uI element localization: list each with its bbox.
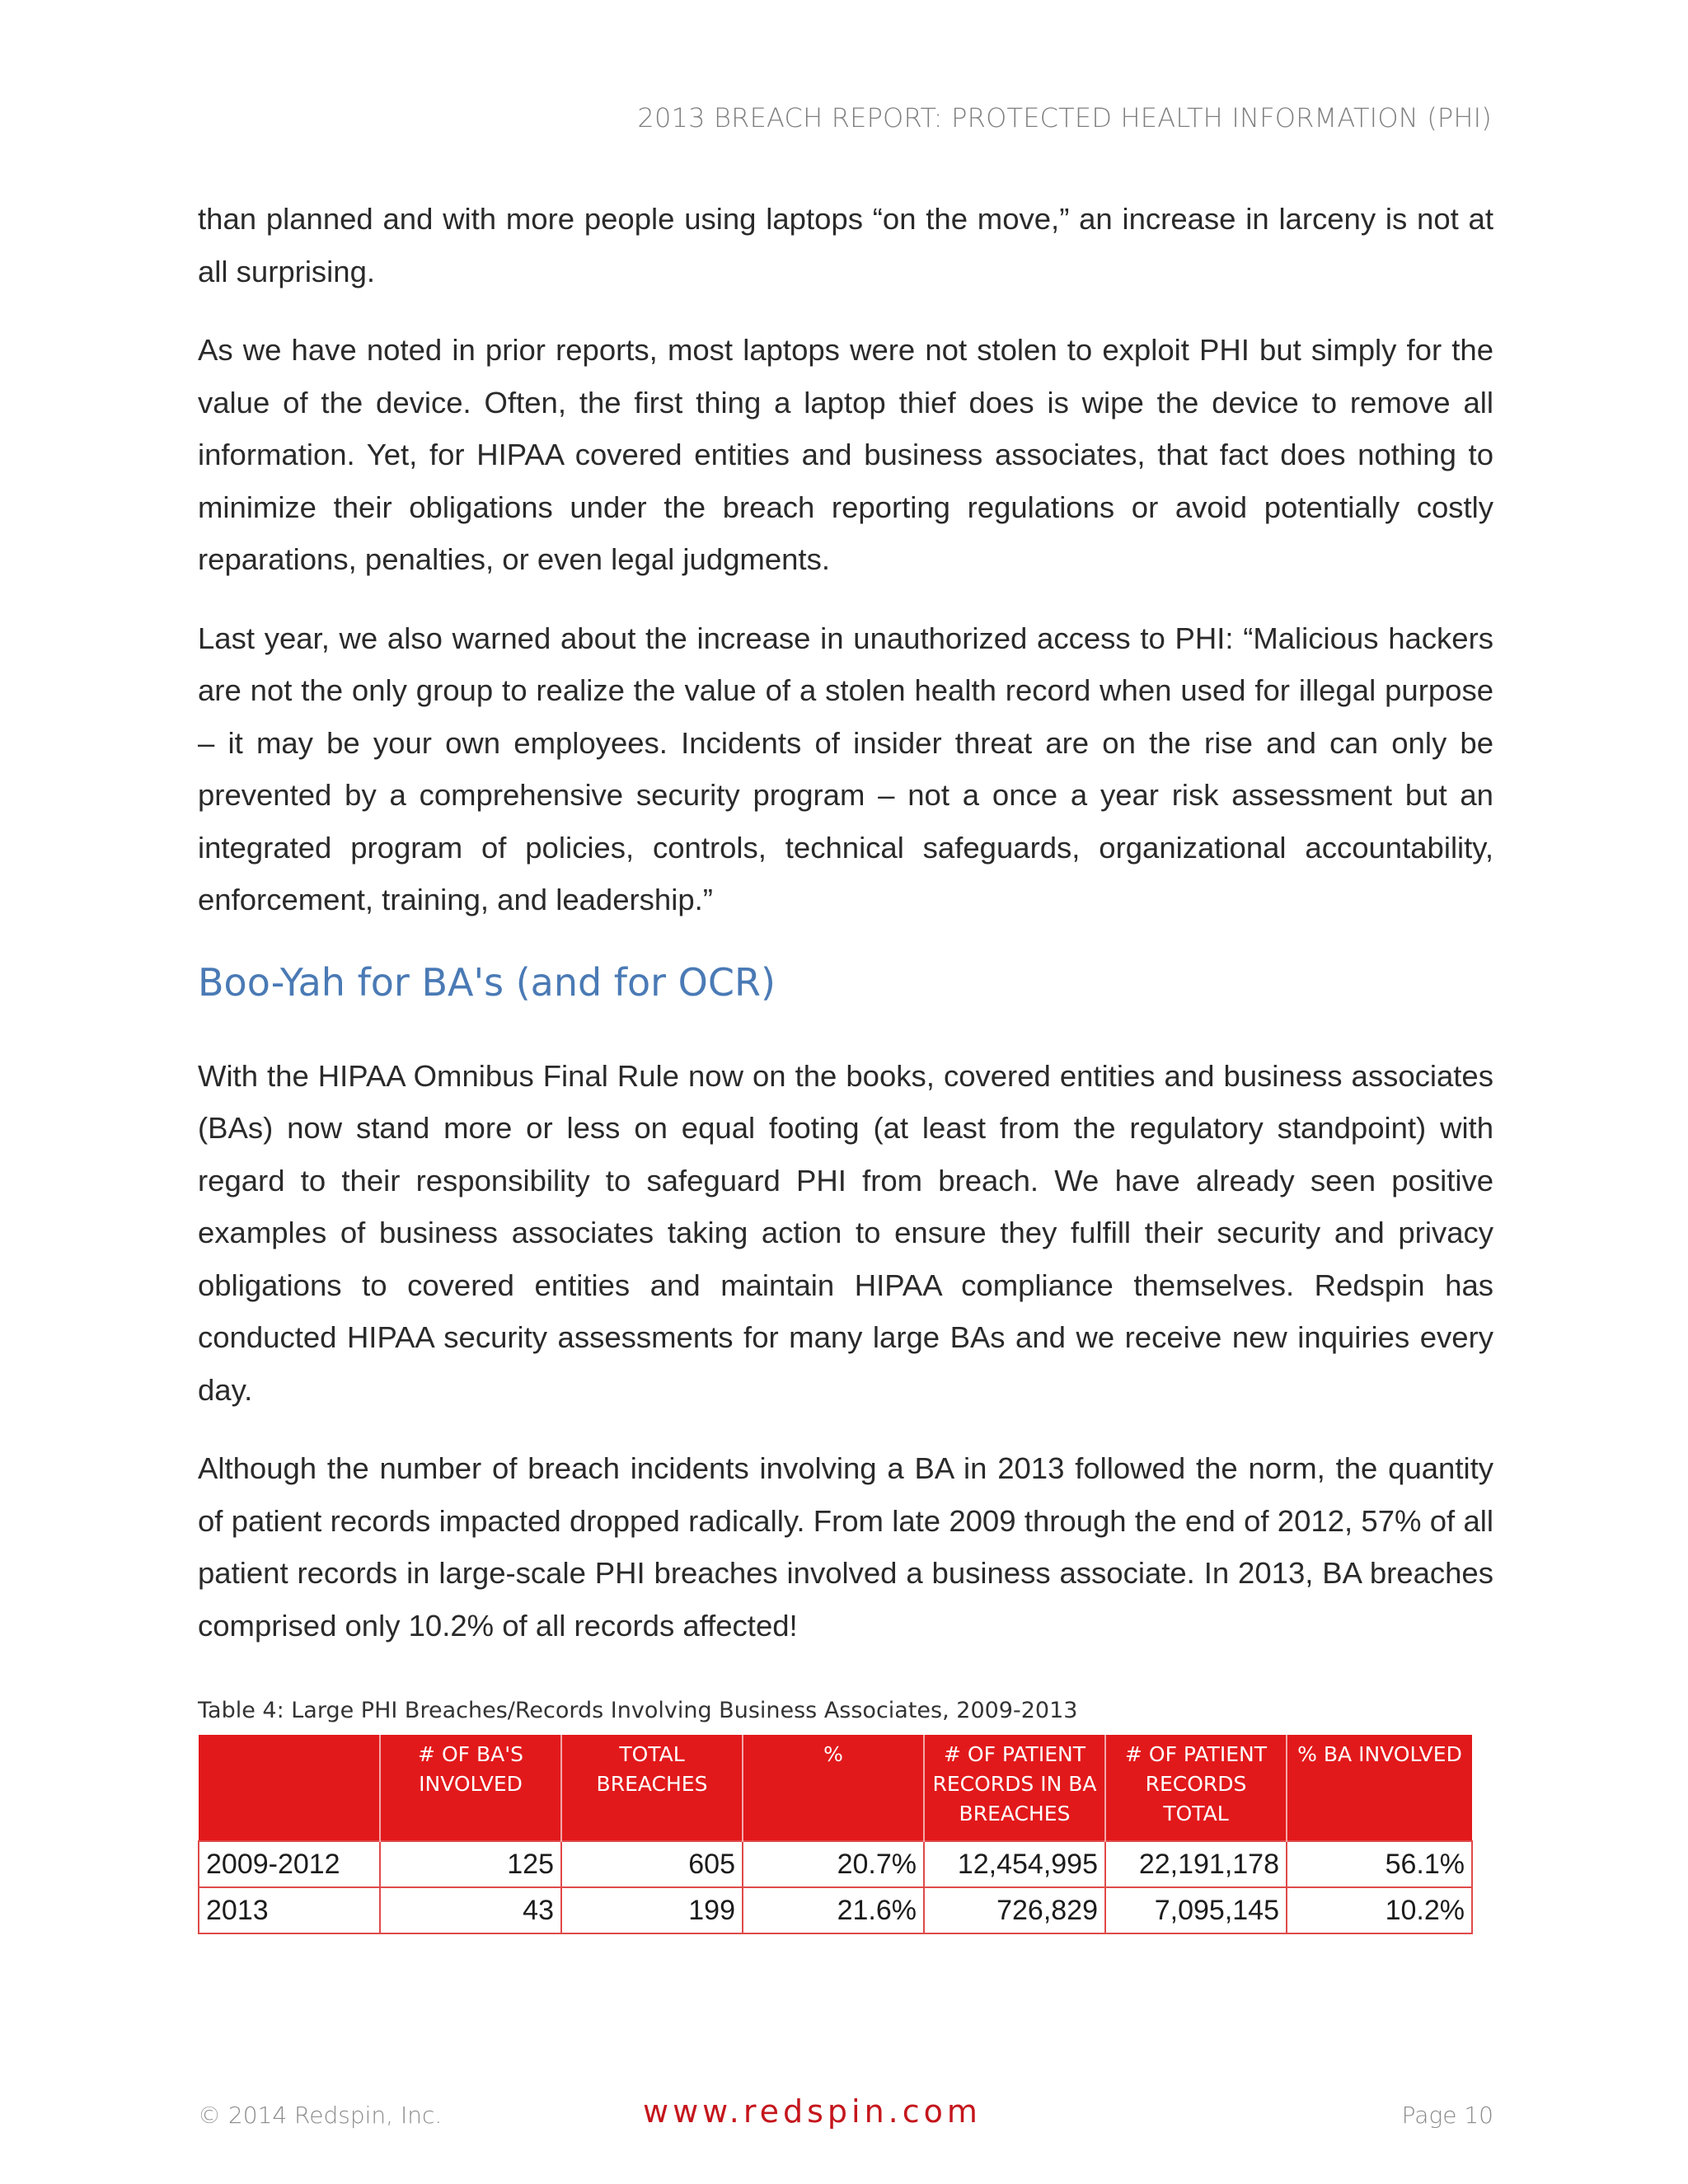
header-cell-records-in-ba-breaches: # OF PATIENT RECORDS IN BA BREACHES (924, 1735, 1105, 1841)
table-caption: Table 4: Large PHI Breaches/Records Involving Business Associates, 2009-2013 (198, 1698, 1078, 1723)
table-cell: 726,829 (924, 1887, 1105, 1933)
header-cell-records-total: # OF PATIENT RECORDS TOTAL (1105, 1735, 1287, 1841)
table-row (199, 1887, 1472, 1933)
table-cell: 125 (380, 1841, 561, 1887)
header-cell-empty (199, 1735, 380, 1841)
running-header: 2013 BREACH REPORT: PROTECTED HEALTH INFORMATION (PHI) (637, 102, 1492, 134)
header-cell-percent: % (743, 1735, 924, 1841)
table-cell: 22,191,178 (1105, 1841, 1287, 1887)
table-cell: 21.6% (743, 1887, 924, 1933)
row-label-cell: 2009-2012 (199, 1841, 380, 1887)
table-header-row (199, 1735, 1472, 1841)
footer-website-link[interactable]: www.redspin.com (643, 2093, 982, 2130)
footer-page-number: Page 10 (1401, 2102, 1493, 2129)
body-paragraph: With the HIPAA Omnibus Final Rule now on the books, covered entities and business associates (BAs) now stand more or less on equal footing (at least from the regulatory standpoint) with regard to their responsibility to safeguard PHI from breach. We have already seen positive examples of business associates taking action to ensure they fulfill their security and privacy obligations to covered entities and maintain HIPAA compliance themselves. Redspin has conducted HIPAA security assessments for many large BAs and we receive new inquiries every day. (198, 1058, 1493, 1407)
table-cell: 199 (561, 1887, 743, 1933)
body-paragraph: Last year, we also warned about the increase in unauthorized access to PHI: “Malicious hackers are not the only group to realize the value of a stolen health record when used for illegal purpose – it may be your own employees. Incidents of insider threat are on the rise and can only be prevented by a comprehensive security program – not a once a year risk assessment but an integrated program of policies, controls, technical safeguards, organizational accountability, enforcement, training, and leadership.” (198, 621, 1493, 916)
body-paragraph: than planned and with more people using laptops “on the move,” an increase in larceny is not at all surprising. (198, 202, 1493, 288)
breach-table (198, 1735, 1473, 1934)
table-cell: 20.7% (743, 1841, 924, 1887)
header-cell-bas-involved: # OF BA'S INVOLVED (380, 1735, 561, 1841)
table-cell: 12,454,995 (924, 1841, 1105, 1887)
body-paragraph: As we have noted in prior reports, most laptops were not stolen to exploit PHI but simply for the value of the device. Often, the first thing a laptop thief does is wipe the device to remove all information. Yet, for HIPAA covered entities and business associates, that fact does nothing to minimize their obligations under the breach reporting regulations or avoid potentially costly reparations, penalties, or even legal judgments. (198, 333, 1493, 576)
table-row (199, 1841, 1472, 1887)
header-cell-percent-ba-involved: % BA INVOLVED (1287, 1735, 1472, 1841)
table-cell: 605 (561, 1841, 743, 1887)
table-cell: 43 (380, 1887, 561, 1933)
row-label-cell: 2013 (199, 1887, 380, 1933)
section-heading: Boo-Yah for BA's (and for OCR) (198, 959, 776, 1005)
body-paragraph: Although the number of breach incidents involving a BA in 2013 followed the norm, the quantity of patient records impacted dropped radically. From late 2009 through the end of 2012, 57% of all patient records in large-scale PHI breaches involved a business associate. In 2013, BA breaches comprised only 10.2% of all records affected! (198, 1451, 1493, 1643)
header-cell-total-breaches: TOTAL BREACHES (561, 1735, 743, 1841)
table-cell: 7,095,145 (1105, 1887, 1287, 1933)
table-cell: 10.2% (1287, 1887, 1472, 1933)
footer-copyright: © 2014 Redspin, Inc. (198, 2102, 443, 2129)
page-content (198, 193, 1493, 1934)
table-cell: 56.1% (1287, 1841, 1472, 1887)
